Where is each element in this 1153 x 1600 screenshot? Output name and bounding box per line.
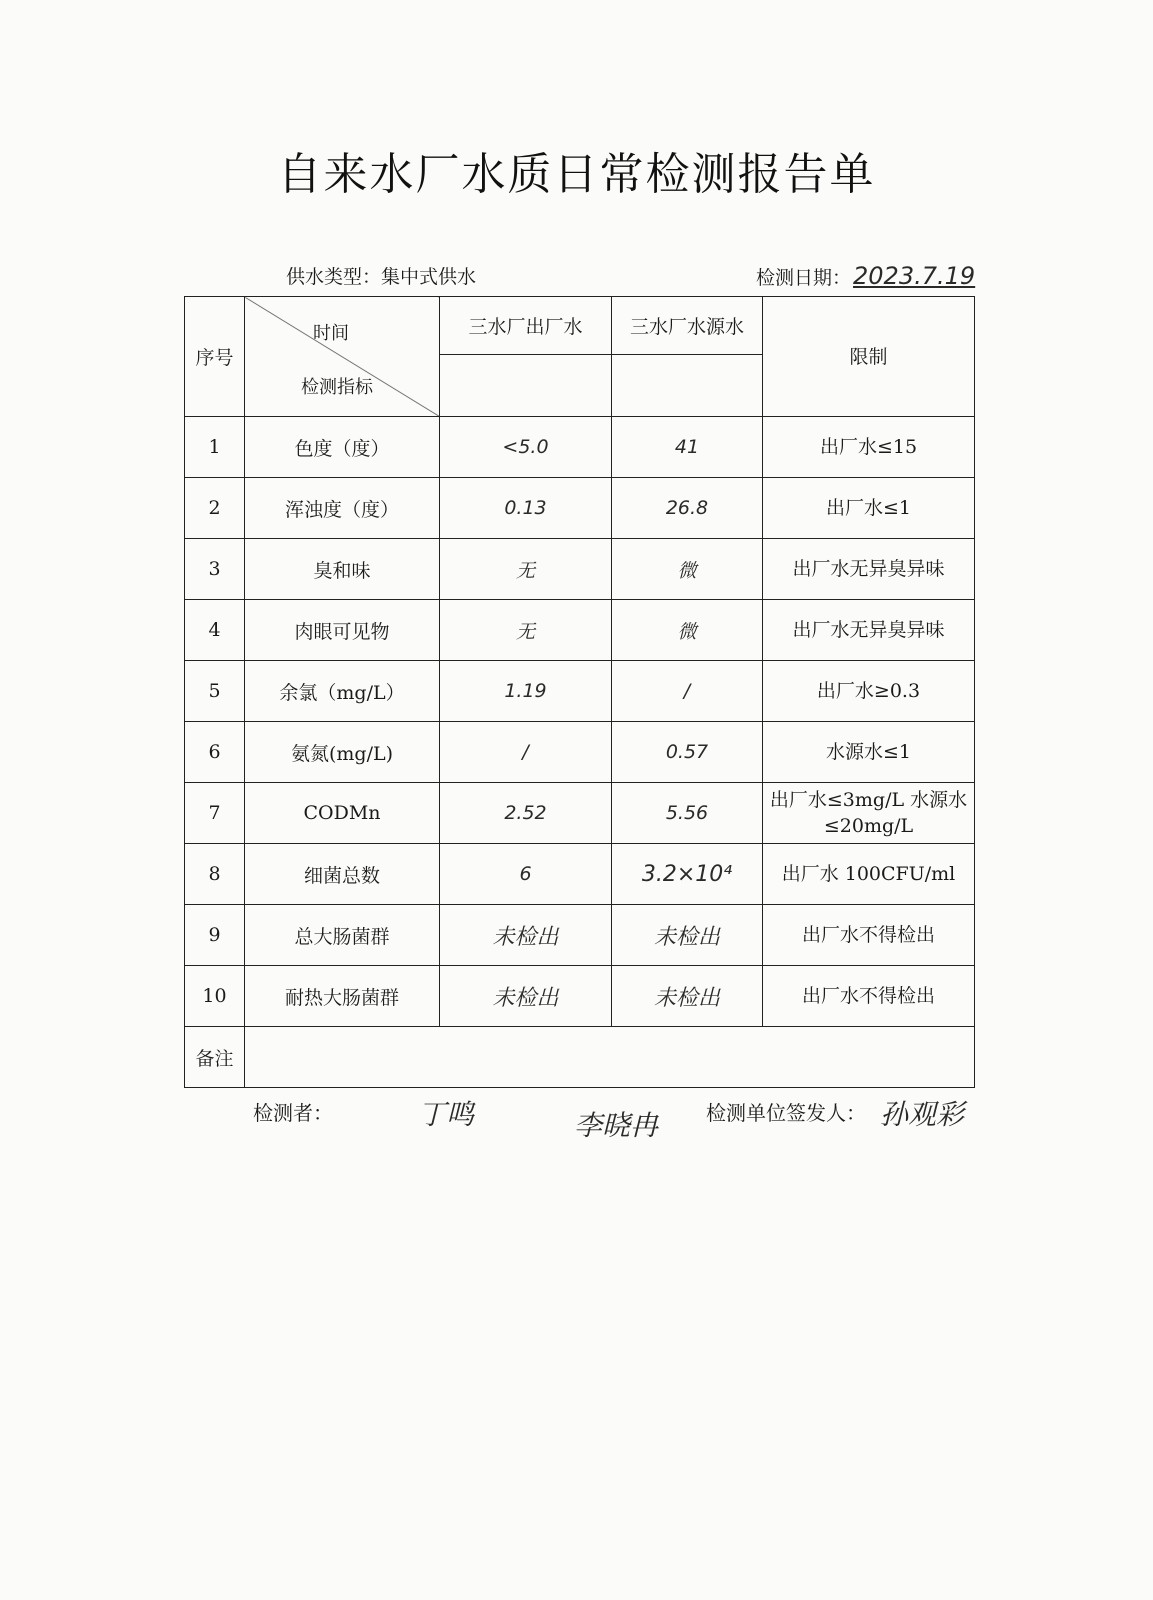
row-limit: 出厂水≤1	[763, 478, 975, 539]
seq-header: 序号	[185, 297, 245, 417]
test-date	[756, 262, 975, 290]
test-results-table	[184, 296, 975, 1088]
row-indicator: 总大肠菌群	[245, 905, 440, 966]
table-row	[185, 661, 975, 722]
table-row	[185, 417, 975, 478]
row-seq: 6	[185, 722, 245, 783]
tester-signature-1: 丁鸣	[418, 1098, 475, 1131]
row-seq: 2	[185, 478, 245, 539]
table-row	[185, 478, 975, 539]
row-col1-value: 未检出	[440, 905, 612, 966]
row-seq: 5	[185, 661, 245, 722]
table-row	[185, 966, 975, 1027]
row-seq: 3	[185, 539, 245, 600]
row-seq: 10	[185, 966, 245, 1027]
col1-header: 三水厂出厂水	[440, 297, 612, 355]
col2-header: 三水厂水源水	[612, 297, 763, 355]
diagonal-header	[245, 297, 440, 417]
row-col1-value: 无	[440, 600, 612, 661]
row-col1-value: /	[440, 722, 612, 783]
row-col2-value: 微	[612, 539, 763, 600]
tester-signature-2: 李晓冉	[574, 1109, 659, 1142]
row-col2-value: 未检出	[612, 966, 763, 1027]
row-col2-value: 5.56	[612, 783, 763, 844]
row-col2-value: 41	[612, 417, 763, 478]
row-limit: 出厂水无异臭异味	[763, 539, 975, 600]
row-indicator: CODMn	[245, 783, 440, 844]
report-title: 自来水厂水质日常检测报告单	[277, 149, 876, 200]
row-indicator: 浑浊度（度）	[245, 478, 440, 539]
row-limit: 水源水≤1	[763, 722, 975, 783]
issuer-signature: 孙观彩	[880, 1098, 965, 1131]
row-indicator: 臭和味	[245, 539, 440, 600]
col1-time-cell	[440, 355, 612, 417]
row-col1-value: <5.0	[440, 417, 612, 478]
remarks-row	[185, 1027, 975, 1088]
row-seq: 8	[185, 844, 245, 905]
row-col2-value: /	[612, 661, 763, 722]
table-row	[185, 722, 975, 783]
row-seq: 1	[185, 417, 245, 478]
table-row	[185, 783, 975, 844]
test-date-label: 检测日期：	[756, 267, 852, 289]
row-limit: 出厂水不得检出	[763, 905, 975, 966]
row-limit: 出厂水≤15	[763, 417, 975, 478]
row-seq: 9	[185, 905, 245, 966]
time-header: 时间	[313, 323, 349, 344]
row-col2-value: 26.8	[612, 478, 763, 539]
col2-time-cell	[612, 355, 763, 417]
row-col2-value: 未检出	[612, 905, 763, 966]
tester-label: 检测者：	[253, 1101, 333, 1125]
row-limit: 出厂水≤3mg/L 水源水≤20mg/L	[763, 783, 975, 844]
indicator-header: 检测指标	[301, 377, 373, 398]
header-row	[185, 297, 975, 355]
row-seq: 4	[185, 600, 245, 661]
table-row	[185, 844, 975, 905]
row-col2-value: 微	[612, 600, 763, 661]
table-row	[185, 600, 975, 661]
remarks-cell	[245, 1027, 975, 1088]
row-indicator: 色度（度）	[245, 417, 440, 478]
row-limit: 出厂水≥0.3	[763, 661, 975, 722]
row-seq: 7	[185, 783, 245, 844]
supply-type	[286, 262, 476, 289]
supply-type-label: 供水类型：	[286, 266, 382, 288]
row-indicator: 细菌总数	[245, 844, 440, 905]
table-row	[185, 539, 975, 600]
row-indicator: 耐热大肠菌群	[245, 966, 440, 1027]
issuer-label: 检测单位签发人：	[706, 1101, 866, 1125]
row-col1-value: 6	[440, 844, 612, 905]
row-indicator: 肉眼可见物	[245, 600, 440, 661]
row-indicator: 氨氮(mg/L)	[245, 722, 440, 783]
row-limit: 出厂水不得检出	[763, 966, 975, 1027]
row-col1-value: 未检出	[440, 966, 612, 1027]
test-date-value: 2023.7.19	[853, 262, 976, 290]
remarks-label: 备注	[185, 1027, 245, 1088]
row-col2-value: 0.57	[612, 722, 763, 783]
row-col1-value: 1.19	[440, 661, 612, 722]
row-col2-value: 3.2×10⁴	[612, 844, 763, 905]
row-limit: 出厂水 100CFU/ml	[763, 844, 975, 905]
table-row	[185, 905, 975, 966]
row-col1-value: 0.13	[440, 478, 612, 539]
supply-type-value: 集中式供水	[381, 266, 477, 288]
row-col1-value: 2.52	[440, 783, 612, 844]
row-indicator: 余氯（mg/L）	[245, 661, 440, 722]
row-col1-value: 无	[440, 539, 612, 600]
limit-header: 限制	[763, 297, 975, 417]
row-limit: 出厂水无异臭异味	[763, 600, 975, 661]
